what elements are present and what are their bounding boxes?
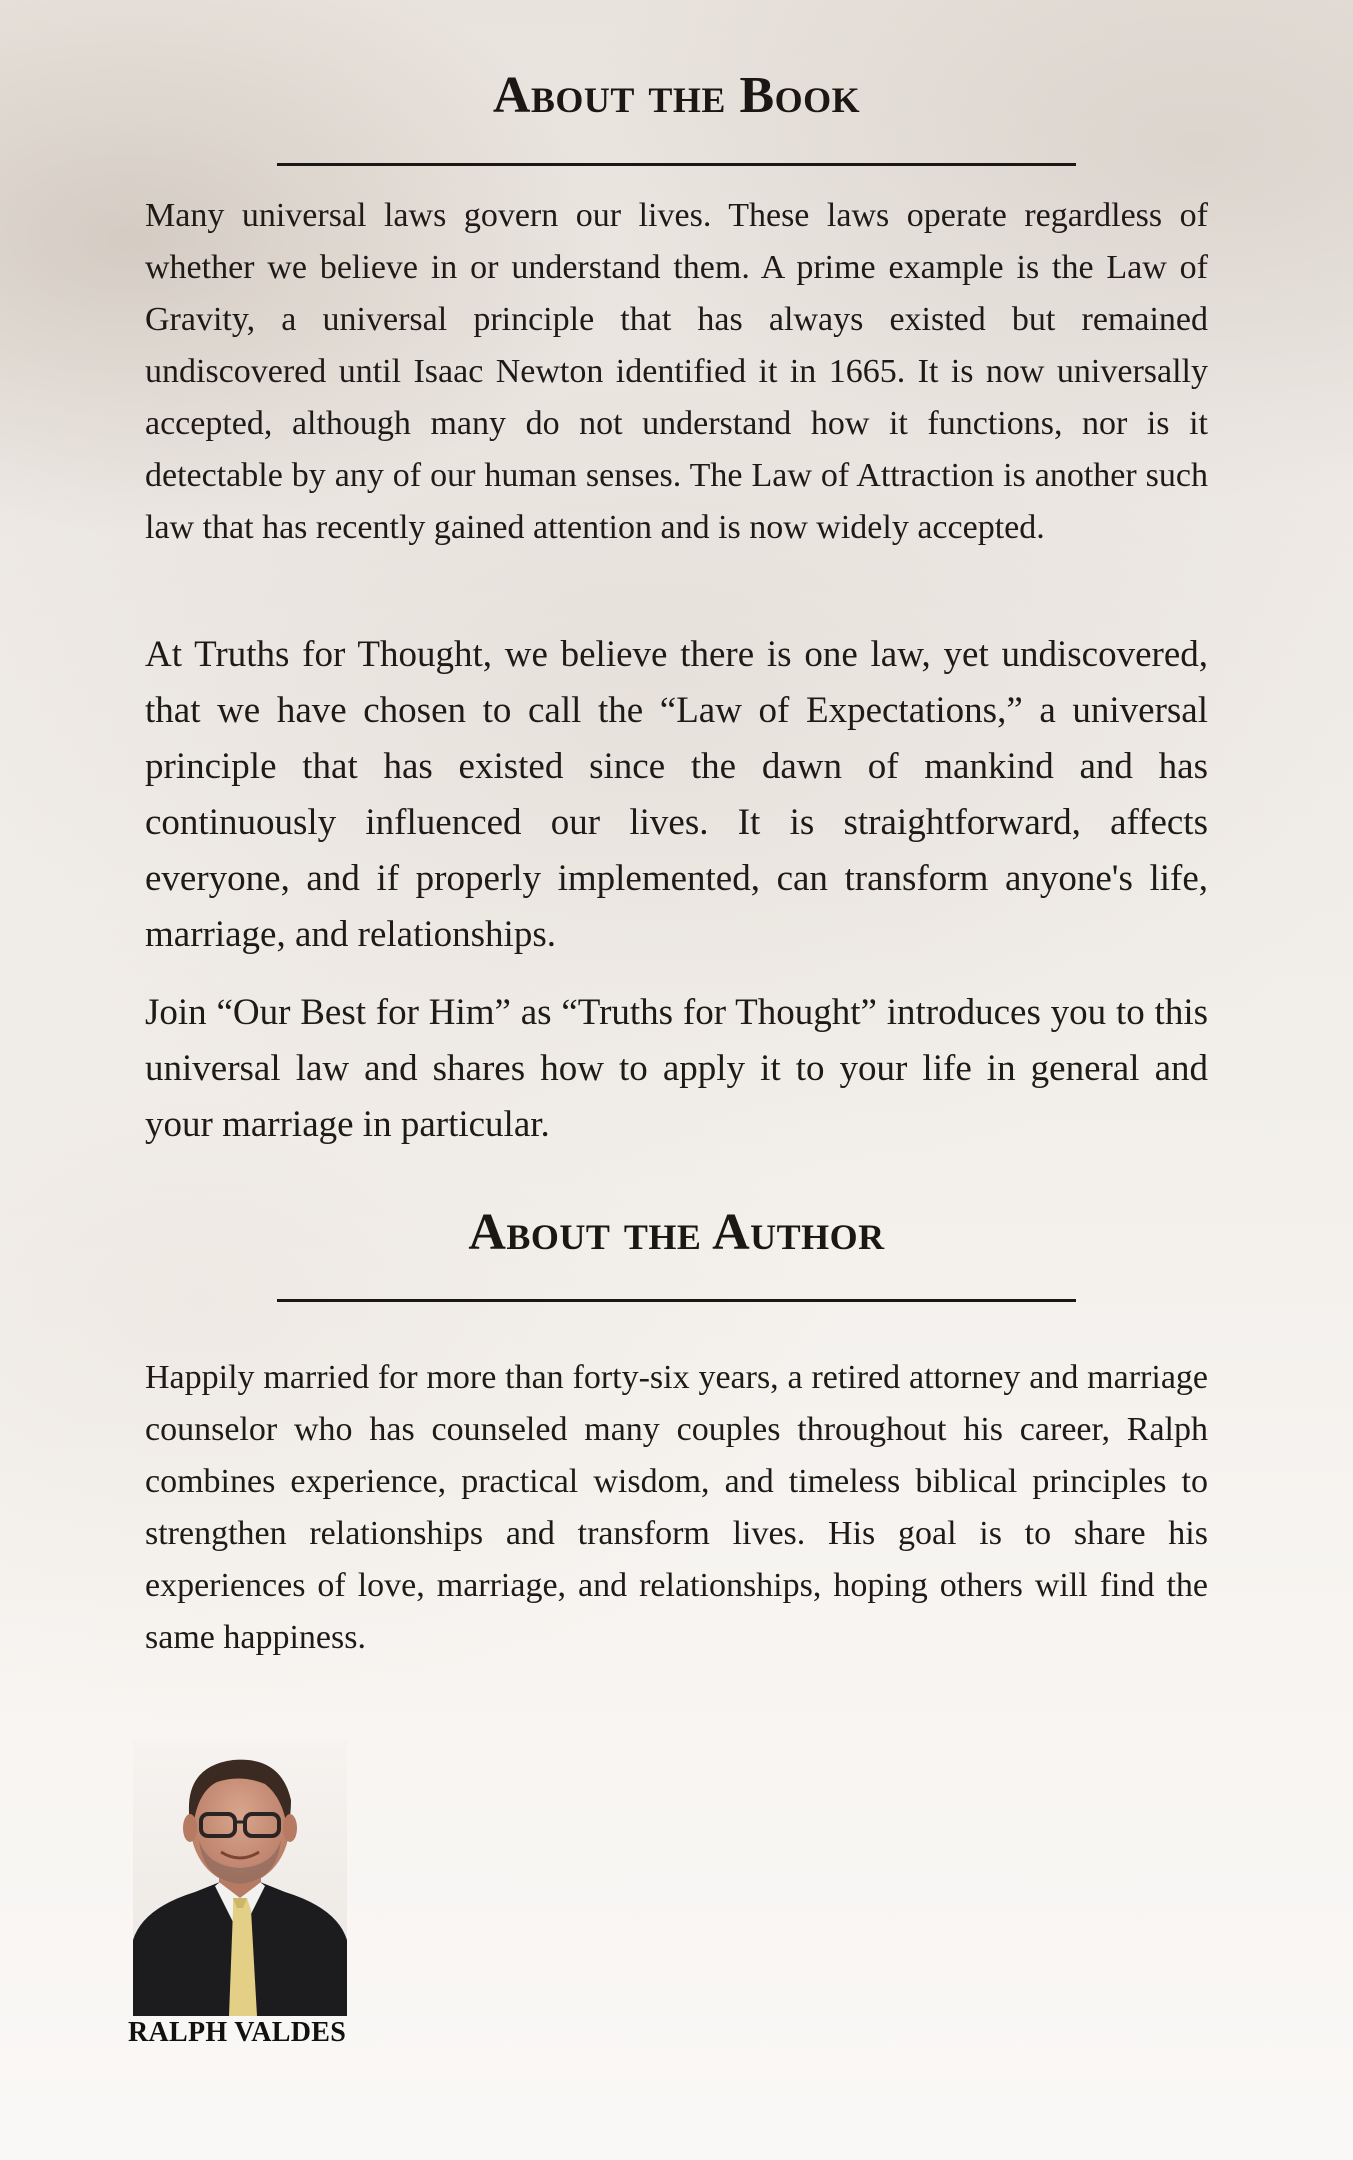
author-name-caption: RALPH VALDES bbox=[128, 2017, 347, 2048]
book-paragraph-1: Many universal laws govern our lives. These laws operate regardless of whether we believe in or understand them. A prime example is the Law of Gravity, a universal principle that has always existed but remained undiscovered until Isaac Newton identified it in 1665. It is now universally accepted, although many do not understand how it functions, nor is it detectable by any of our human senses. The Law of Attraction is another such law that has recently gained attention and is now widely accepted. bbox=[145, 197, 1208, 546]
about-book-divider bbox=[277, 163, 1076, 166]
book-paragraph-2: At Truths for Thought, we believe there is one law, yet undiscovered, that we have chosen to call the “Law of Expectations,” a universal principle that has existed since the dawn of mankind and has continuously influenced our lives. It is straightforward, affects everyone, and if properly implemented, can transform anyone's life, marriage, and relationships. bbox=[145, 634, 1208, 955]
author-paragraph: Happily married for more than forty-six years, a retired attorney and marriage counselor who has counseled many couples throughout his career, Ralph combines experience, practical wisdom, and timeless biblical principles to strengthen relationships and transform lives. His goal is to share his experiences of love, marriage, and relationships, hoping others will find the same happiness. bbox=[145, 1359, 1208, 1656]
about-book-heading: About the Book bbox=[492, 67, 861, 124]
author-photo bbox=[133, 1740, 347, 2016]
book-paragraph-3: Join “Our Best for Him” as “Truths for Thought” introduces you to this universal law and shares how to apply it to your life in general and your marriage in particular. bbox=[145, 992, 1208, 1145]
about-author-heading: About the Author bbox=[468, 1204, 885, 1261]
about-author-divider bbox=[277, 1299, 1076, 1302]
